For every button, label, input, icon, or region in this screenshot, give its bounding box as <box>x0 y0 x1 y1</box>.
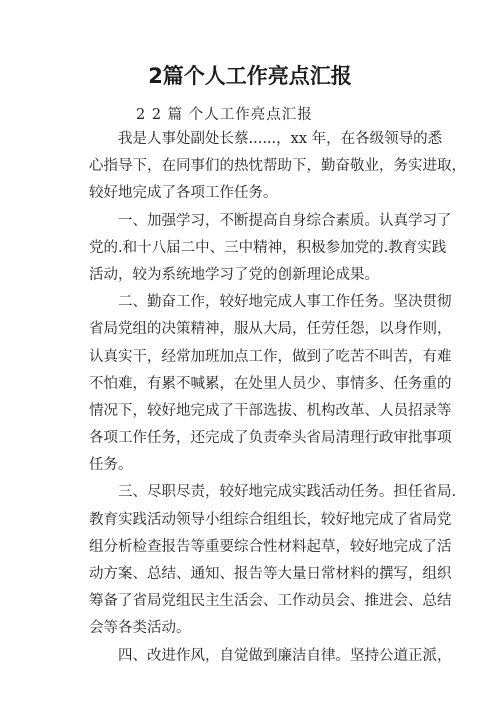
paragraph-line: 任务。 <box>89 457 133 474</box>
document-subtitle: 2 2 篇 个人工作亮点汇报 <box>136 107 313 123</box>
paragraph-line: 教育实践活动领导小组综合组组长，较好地完成了省局党 <box>89 511 452 528</box>
paragraph-line: 党的.和十八届二中、三中精神，积极参加党的.教育实践 <box>89 239 447 256</box>
paragraph-line: 认真实干，经常加班加点工作，做到了吃苦不叫苦，有难 <box>89 348 452 365</box>
paragraph-line: 较好地完成了各项工作任务。 <box>89 185 278 202</box>
paragraph-line: 四、改进作风，自觉做到廉洁自律。坚持公道正派， <box>118 647 452 664</box>
paragraph-line: 活动，较为系统地学习了党的创新理论成果。 <box>89 266 379 283</box>
paragraph-line: 二、勤奋工作，较好地完成人事工作任务。坚决贯彻 <box>118 294 452 311</box>
paragraph-line: 不怕难，有累不喊累，在处里人员少、事情多、任务重的 <box>89 375 452 392</box>
paragraph-line: 我是人事处副处长蔡......，xx 年，在各级领导的悉 <box>118 131 443 147</box>
paragraph-line: 三、尽职尽责，较好地完成实践活动任务。担任省局. <box>118 484 457 501</box>
paragraph-line: 会等各类活动。 <box>89 620 191 637</box>
document-title: 2篇个人工作亮点汇报 <box>148 64 352 88</box>
paragraph-line: 省局党组的决策精神，服从大局，任劳任怨，以身作则， <box>89 321 452 338</box>
paragraph-line: 各项工作任务，还完成了负责牵头省局清理行政审批事项 <box>89 430 452 447</box>
paragraph-line: 心指导下，在同事们的热忱帮助下，勤奋敬业，务实进取， <box>89 158 466 175</box>
paragraph-line: 情况下，较好地完成了干部选拔、机构改革、人员招录等 <box>89 402 452 419</box>
paragraph-line: 一、加强学习，不断提高自身综合素质。认真学习了 <box>118 212 452 229</box>
document-body <box>89 126 466 670</box>
paragraph-line: 组分析检查报告等重要综合性材料起草，较好地完成了活 <box>89 538 452 555</box>
paragraph-line: 动方案、总结、通知、报告等大量日常材料的撰写，组织 <box>89 566 452 582</box>
paragraph-line: 筹备了省局党组民主生活会、工作动员会、推进会、总结 <box>89 593 452 610</box>
